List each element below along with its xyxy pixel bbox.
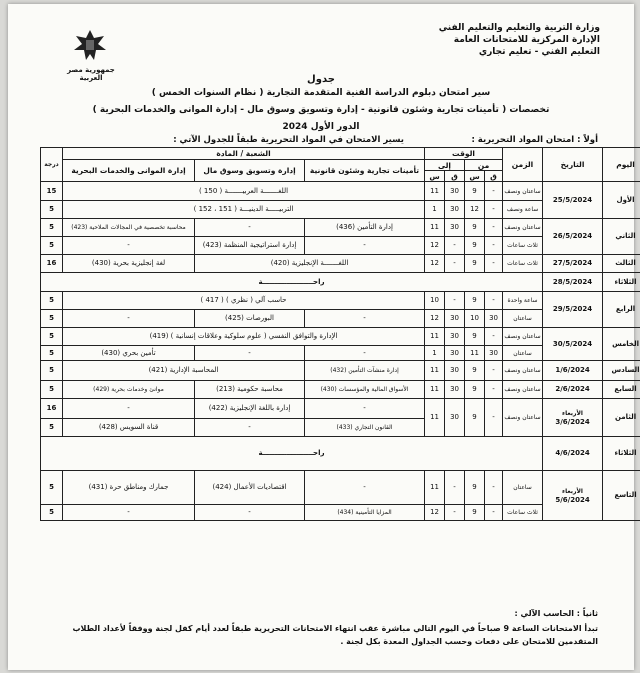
col-time: الوقت	[425, 148, 503, 160]
date-value: 2/6/2024	[555, 385, 590, 393]
duration-cell: ساعة ونصف	[503, 201, 543, 219]
start-minute-cell: -	[485, 237, 503, 255]
duration-cell: ساعتان ونصف	[503, 381, 543, 399]
date-value: 25/5/2024	[552, 195, 593, 204]
start-hour-cell: 9	[465, 292, 485, 310]
date-cell	[543, 219, 603, 255]
grade-cell: 5	[41, 328, 63, 346]
section-label: أولاً : امتحان المواد التحريرية :	[471, 135, 598, 145]
day-cell: الثاني	[603, 219, 640, 255]
grade-cell: 16	[41, 399, 63, 419]
col-branch-1: تأمينات تجارية وشئون قانونية	[305, 160, 425, 182]
start-minute-cell: -	[485, 381, 503, 399]
doc-subtitle: سير امتحان دبلوم الدراسة الفنية المتقدمة التجارية ( نظام السنوات الخمس )	[151, 88, 491, 98]
subject-branch-3: موانئ وخدمات بحرية (429)	[63, 381, 195, 399]
grade-cell: 5	[41, 419, 63, 437]
grade-cell: 5	[41, 237, 63, 255]
table-row	[41, 182, 640, 201]
date-cell	[543, 328, 603, 361]
col-day: اليوم	[603, 148, 640, 182]
col-to-hour: س	[425, 171, 445, 182]
start-hour-cell: 11	[465, 346, 485, 361]
end-hour-cell: 1	[425, 346, 445, 361]
table-row	[41, 399, 640, 419]
subject-branch-1: المزايا التأمينية (434)	[305, 505, 425, 521]
end-hour-cell: 11	[425, 328, 445, 346]
subject-all-branches: اللغـــــــة العربيـــــــة ( 150 )	[63, 182, 425, 201]
subject-branch-3: -	[63, 399, 195, 419]
eagle-emblem-icon	[70, 26, 110, 66]
note-computer-text: تبدأ الامتحانات الساعة 9 صباحاً في اليوم التالي مباشرة عقب انتهاء الامتحانات التحريرية طبقاً لعدد أيام كفل لجنة ووفقاً لأعداد الطلاب المتقدمين للامتحان على دفعات وحسب الجداول المعدة بكل لجنة .	[72, 624, 598, 646]
col-from-minute: ق	[485, 171, 503, 182]
subject-branch-3: قناة السويس (428)	[63, 419, 195, 437]
grade-cell: 5	[41, 505, 63, 521]
weekday-label: الأربعاء	[562, 409, 583, 417]
subject-branch-2: -	[195, 346, 305, 361]
day-cell: الأول	[603, 182, 640, 219]
end-hour-cell: 11	[425, 361, 445, 381]
start-minute-cell: -	[485, 255, 503, 273]
duration-cell: ساعتان ونصف	[503, 328, 543, 346]
day-cell: الخامس	[603, 328, 640, 361]
duration-cell: ثلاث ساعات	[503, 505, 543, 521]
date-value: 3/6/2024	[555, 417, 590, 426]
start-minute-cell: -	[485, 292, 503, 310]
duration-cell: ساعتان	[503, 310, 543, 328]
grade-cell: 5	[41, 361, 63, 381]
grade-cell: 5	[41, 219, 63, 237]
subject-branch-3: -	[63, 310, 195, 328]
end-minute-cell: 30	[445, 310, 465, 328]
subject-branch-2: إدارة استراتيجية المنظمة (423)	[195, 237, 305, 255]
grade-cell: 5	[41, 471, 63, 505]
duration-cell: ثلاث ساعات	[503, 237, 543, 255]
note-computer: ثانياً : الحاسب الآلي :	[514, 609, 598, 618]
date-value: 26/5/2024	[552, 232, 593, 240]
subject-branch-1: -	[305, 471, 425, 505]
col-from-hour: س	[465, 171, 485, 182]
table-row	[41, 381, 640, 399]
start-hour-cell: 9	[465, 361, 485, 381]
col-grade: درجة	[41, 148, 63, 182]
table-row	[41, 471, 640, 505]
duration-cell: ساعة واحدة	[503, 292, 543, 310]
duration-cell: ساعتان ونصف	[503, 182, 543, 201]
grade-cell: 5	[41, 310, 63, 328]
start-minute-cell: -	[485, 505, 503, 521]
end-hour-cell: 11	[425, 219, 445, 237]
subject-branch-2: -	[195, 505, 305, 521]
table-row	[41, 437, 640, 471]
subject-branch-1: إدارة التأمين (436)	[305, 219, 425, 237]
end-hour-cell: 1	[425, 201, 445, 219]
end-minute-cell: 30	[445, 399, 465, 437]
end-hour-cell: 12	[425, 505, 445, 521]
subject-branch-1: -	[305, 237, 425, 255]
date-value: 30/5/2024	[552, 339, 593, 348]
date-cell	[543, 292, 603, 328]
grade-cell: 5	[41, 201, 63, 219]
day-cell: الثلاثاء	[603, 273, 640, 292]
date-cell	[543, 399, 603, 437]
start-minute-cell: -	[485, 219, 503, 237]
start-hour-cell: 10	[465, 310, 485, 328]
table-row	[41, 273, 640, 292]
start-minute-cell: -	[485, 182, 503, 201]
start-hour-cell: 9	[465, 182, 485, 201]
subject-branch-2: اقتصاديات الأعمال (424)	[195, 471, 305, 505]
doc-title: جدول	[307, 74, 335, 85]
duration-cell: ساعتان ونصف	[503, 399, 543, 437]
rest-cell: راحـــــــــــــــــــــة	[41, 437, 543, 471]
subject-branch-3: -	[63, 237, 195, 255]
table-row	[41, 361, 640, 381]
duration-cell: ثلاث ساعات	[503, 255, 543, 273]
date-cell	[543, 255, 603, 273]
subject-branch-3: -	[63, 505, 195, 521]
col-branch-2: إدارة وتسويق وسوق مال	[195, 160, 305, 182]
subject-all-branches: حاسب آلي ( نظري ) ( 417 )	[63, 292, 425, 310]
subject-branch-1-2: اللغـــــــة الإنجليزية (420)	[195, 255, 425, 273]
grade-cell: 16	[41, 255, 63, 273]
end-hour-cell: 11	[425, 471, 445, 505]
end-hour-cell: 11	[425, 399, 445, 437]
exam-document	[8, 4, 640, 670]
rest-cell: راحـــــــــــــــــــــة	[41, 273, 543, 292]
date-cell: 4/6/2024	[543, 437, 603, 471]
table-row	[41, 219, 640, 237]
end-minute-cell: -	[445, 471, 465, 505]
start-hour-cell: 9	[465, 219, 485, 237]
subject-branch-1: القانون التجاري (433)	[305, 419, 425, 437]
day-cell: التاسع	[603, 471, 640, 521]
start-hour-cell: 9	[465, 237, 485, 255]
end-hour-cell: 12	[425, 310, 445, 328]
subject-branch-2: إدارة باللغة الإنجليزية (422)	[195, 399, 305, 419]
emblem-caption: جمهورية مصر العربية	[67, 66, 115, 82]
sector-name: التعليم الفني - تعليم تجاري	[478, 47, 600, 57]
day-cell: الثامن	[603, 399, 640, 437]
col-duration: الزمن	[503, 148, 543, 182]
day-cell: الثالث	[603, 255, 640, 273]
table-row	[41, 328, 640, 346]
doc-specializations: تخصصات ( تأمينات تجارية وشئون قانونية - إدارة وتسويق وسوق مال - إدارة الموانى والخدمات البحرية )	[92, 105, 550, 115]
date-cell	[543, 381, 603, 399]
subject-branch-1: -	[305, 346, 425, 361]
duration-cell: ساعتان	[503, 346, 543, 361]
end-minute-cell: 30	[445, 361, 465, 381]
day-cell: السادس	[603, 361, 640, 381]
subject-branch-3: لغة إنجليزية بحرية (430)	[63, 255, 195, 273]
date-value: 27/5/2024	[552, 259, 593, 267]
subject-branch-2: البورصات (425)	[195, 310, 305, 328]
weekday-label: الأربعاء	[562, 487, 583, 495]
day-cell: الثلاثاء	[603, 437, 640, 471]
start-minute-cell: -	[485, 399, 503, 437]
subject-branch-1: -	[305, 399, 425, 419]
end-minute-cell: 30	[445, 346, 465, 361]
date-cell	[543, 182, 603, 219]
end-minute-cell: -	[445, 255, 465, 273]
subject-branch-2: -	[195, 419, 305, 437]
subject-all-branches: الإدارة والتوافق النفسي ( علوم سلوكية وعلاقات إنسانية ) (419)	[63, 328, 425, 346]
department-name: الإدارة المركزية للامتحانات العامة	[453, 35, 600, 45]
end-hour-cell: 12	[425, 237, 445, 255]
table-row	[41, 292, 640, 310]
end-hour-cell: 10	[425, 292, 445, 310]
start-minute-cell: -	[485, 201, 503, 219]
grade-cell: 5	[41, 381, 63, 399]
col-branch: الشعبة / المادة	[63, 148, 425, 160]
ministry-name: وزارة التربية والتعليم والتعليم الفني	[438, 23, 600, 33]
subject-branch-3: محاسبة تخصصية في المجالات الملاحية (423)	[63, 219, 195, 237]
col-from: من	[465, 160, 503, 171]
duration-cell: ساعتان ونصف	[503, 361, 543, 381]
end-minute-cell: 30	[445, 182, 465, 201]
start-minute-cell: -	[485, 328, 503, 346]
col-to: إلى	[425, 160, 465, 171]
start-hour-cell: 9	[465, 471, 485, 505]
subject-branch-2: محاسبة حكومية (213)	[195, 381, 305, 399]
start-minute-cell: 30	[485, 346, 503, 361]
end-minute-cell: 30	[445, 219, 465, 237]
doc-round: الدور الأول 2024	[282, 122, 360, 132]
end-minute-cell: -	[445, 505, 465, 521]
start-minute-cell: 30	[485, 310, 503, 328]
subject-branch-1: -	[305, 310, 425, 328]
subject-all-branches: التربيـــــة الدينيـــة ( 151 ، 152 )	[63, 201, 425, 219]
end-minute-cell: -	[445, 237, 465, 255]
start-hour-cell: 9	[465, 328, 485, 346]
subject-branch-3: تأمين بحري (430)	[63, 346, 195, 361]
end-hour-cell: 11	[425, 381, 445, 399]
date-cell	[543, 361, 603, 381]
date-value: 29/5/2024	[552, 305, 593, 313]
table-row	[41, 255, 640, 273]
start-hour-cell: 12	[465, 201, 485, 219]
col-to-minute: ق	[445, 171, 465, 182]
subject-branch-1: إدارة منشآت التأمين (432)	[305, 361, 425, 381]
end-minute-cell: 30	[445, 201, 465, 219]
day-cell: السابع	[603, 381, 640, 399]
grade-cell: 5	[41, 346, 63, 361]
end-minute-cell: 30	[445, 328, 465, 346]
day-cell: الرابع	[603, 292, 640, 328]
exam-schedule-table	[40, 147, 640, 521]
grade-cell: 5	[41, 292, 63, 310]
subject-branch-2-3: المحاسبة الإدارية (421)	[63, 361, 305, 381]
subject-branch-1: الأسواق المالية والمؤسسات (430)	[305, 381, 425, 399]
col-date: التاريخ	[543, 148, 603, 182]
duration-cell: ساعتان ونصف	[503, 219, 543, 237]
date-cell: 28/5/2024	[543, 273, 603, 292]
section-desc: يسير الامتحان في المواد التحريرية طبقاً للجدول الآتي :	[173, 135, 404, 145]
end-hour-cell: 12	[425, 255, 445, 273]
end-hour-cell: 11	[425, 182, 445, 201]
date-cell	[543, 471, 603, 521]
date-value: 5/6/2024	[555, 495, 590, 504]
subject-branch-3: جمارك ومناطق حرة (431)	[63, 471, 195, 505]
start-hour-cell: 9	[465, 381, 485, 399]
duration-cell: ساعتان	[503, 471, 543, 505]
start-minute-cell: -	[485, 471, 503, 505]
end-minute-cell: 30	[445, 381, 465, 399]
subject-branch-2: -	[195, 219, 305, 237]
start-hour-cell: 9	[465, 399, 485, 437]
start-hour-cell: 9	[465, 255, 485, 273]
date-value: 1/6/2024	[555, 366, 590, 374]
col-branch-3: إدارة الموانى والخدمات البحرية	[63, 160, 195, 182]
grade-cell: 15	[41, 182, 63, 201]
ministry-header	[439, 22, 600, 58]
end-minute-cell: -	[445, 292, 465, 310]
start-minute-cell: -	[485, 361, 503, 381]
start-hour-cell: 9	[465, 505, 485, 521]
